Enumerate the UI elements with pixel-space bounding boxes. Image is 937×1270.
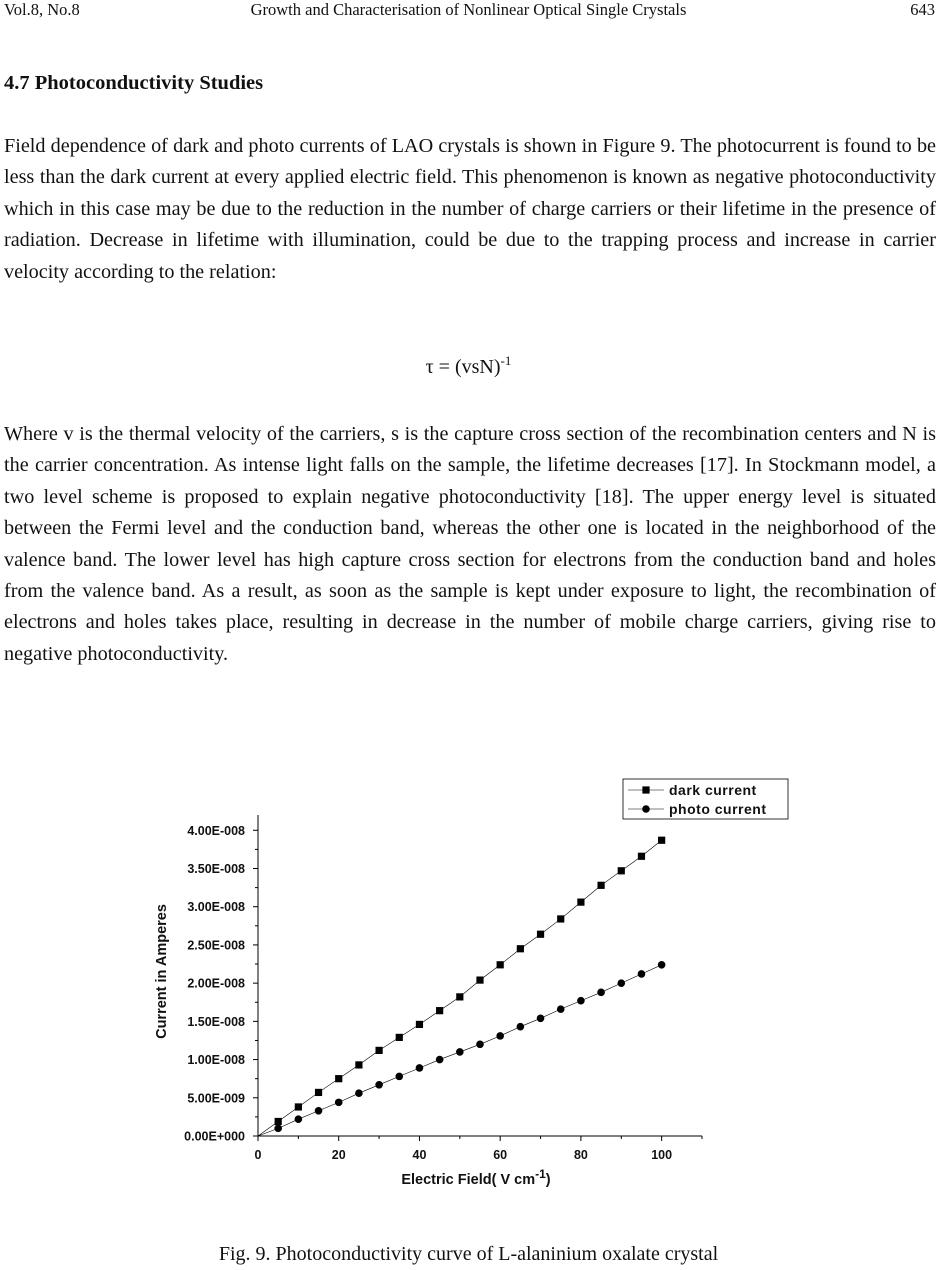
- legend-square-marker: [642, 786, 649, 793]
- photo-current-point: [476, 1040, 484, 1048]
- equation-main: τ = (vsN): [425, 356, 501, 378]
- photo-current-point: [557, 1005, 565, 1013]
- photo-current-point: [658, 961, 666, 969]
- y-tick-label: 2.50E-008: [187, 938, 245, 953]
- equation-exponent: -1: [500, 353, 512, 368]
- photo-current-point: [436, 1056, 444, 1064]
- photo-current-point: [395, 1073, 403, 1081]
- chart-legend: [623, 779, 788, 819]
- dark-current-point: [517, 945, 524, 952]
- photo-current-point: [537, 1015, 545, 1023]
- x-tick-label: 20: [331, 1148, 346, 1162]
- y-axis-title: Current in Amperes: [154, 904, 170, 1039]
- legend-label: photo current: [669, 801, 767, 817]
- y-tick-label: 1.00E-008: [187, 1053, 245, 1068]
- x-tick-label: 100: [651, 1148, 673, 1162]
- paragraph-stockmann: Where v is the thermal velocity of the carriers, s is the capture cross section of the recombination centers and N is the carrier concentration. As intense light falls on the sample, the lifetime decreases [17]. In Stockmann model, a two level scheme is proposed to explain negative photoconductivity [18]. The upper energy level is situated between the Fermi level and the conduction band, whereas the other one is located in the neighborhood of the valence band. The lower level has high capture cross section for electrons from the conduction band and holes from the valence band. As a result, as soon as the sample is kept under exposure to light, the recombination of electrons and holes takes place, resulting in decrease in the number of mobile charge carriers, giving rise to negative photoconductivity.: [4, 423, 936, 665]
- legend-label: dark current: [669, 782, 757, 798]
- photo-current-point: [496, 1032, 504, 1040]
- dark-current-point: [275, 1118, 282, 1125]
- y-tick-label: 3.50E-008: [187, 862, 245, 876]
- y-tick-label: 2.00E-008: [187, 976, 245, 991]
- x-axis-title-text: Electric Field( V cm: [401, 1172, 536, 1188]
- photo-current-point: [295, 1115, 303, 1123]
- page-number: 643: [910, 0, 935, 19]
- photo-current-point: [416, 1064, 424, 1072]
- x-axis-title: [401, 1167, 550, 1188]
- y-tick-label: 4.00E-008: [187, 823, 245, 838]
- x-tick-label: 60: [493, 1148, 508, 1162]
- dark-current-point: [537, 931, 544, 938]
- photo-current-point: [456, 1048, 464, 1056]
- running-header: [0, 0, 937, 24]
- y-tick-label: 3.00E-008: [187, 900, 245, 915]
- running-title: Growth and Characterisation of Nonlinear Optical Single Crystals: [250, 0, 687, 19]
- photo-current-point: [335, 1099, 343, 1107]
- photo-current-point: [577, 997, 585, 1005]
- dark-current-point: [396, 1034, 403, 1041]
- dark-current-point: [557, 915, 564, 922]
- photo-current-point: [638, 970, 646, 978]
- photo-current-point: [355, 1089, 363, 1097]
- figure-caption: Fig. 9. Photoconductivity curve of L-alaninium oxalate crystal: [218, 1243, 719, 1265]
- section-heading: 4.7 Photoconductivity Studies: [4, 72, 264, 94]
- dark-current-point: [295, 1103, 302, 1110]
- dark-current-point: [456, 993, 463, 1000]
- paragraph-intro: Field dependence of dark and photo currents of LAO crystals is shown in Figure 9. The photocurrent is found to be less than the dark current at every applied electric field. This phenomenon is known as negative photoconductivity which in this case may be due to the reduction in the number of charge carriers or their lifetime in the presence of radiation. Decrease in lifetime with illumination, could be due to the trapping process and increase in carrier velocity according to the relation:: [4, 135, 936, 283]
- dark-current-point: [436, 1007, 443, 1014]
- lifetime-equation: [0, 352, 937, 382]
- dark-current-point: [476, 976, 483, 983]
- dark-current-point: [335, 1075, 342, 1082]
- dark-current-point: [355, 1061, 362, 1068]
- dark-current-point: [315, 1089, 322, 1096]
- photo-current-point: [375, 1081, 383, 1089]
- x-tick-label: 40: [412, 1148, 427, 1162]
- dark-current-point: [638, 853, 645, 860]
- dark-current-point: [416, 1021, 423, 1028]
- legend-circle-marker: [642, 805, 650, 813]
- dark-current-point: [577, 899, 584, 906]
- dark-current-point: [597, 882, 604, 889]
- volume-label: Vol.8, No.8: [4, 0, 80, 19]
- photoconductivity-chart: [0, 760, 937, 1200]
- x-tick-label: 80: [573, 1148, 588, 1162]
- x-tick-label: 0: [254, 1148, 262, 1162]
- photo-current-point: [315, 1107, 323, 1115]
- photo-current-point: [274, 1125, 282, 1133]
- dark-current-point: [618, 867, 625, 874]
- x-axis-title-superscript: -1: [535, 1167, 546, 1181]
- dark-current-point: [497, 961, 504, 968]
- photo-current-point: [617, 979, 625, 987]
- dark-current-point: [375, 1047, 382, 1054]
- y-tick-label: 1.50E-008: [187, 1014, 245, 1029]
- photo-current-point: [517, 1023, 525, 1031]
- photo-current-point: [597, 989, 605, 997]
- y-tick-label: 0.00E+000: [184, 1129, 245, 1144]
- dark-current-point: [658, 837, 665, 844]
- y-tick-label: 5.00E-009: [187, 1091, 245, 1106]
- x-axis-title-suffix: ): [545, 1172, 551, 1188]
